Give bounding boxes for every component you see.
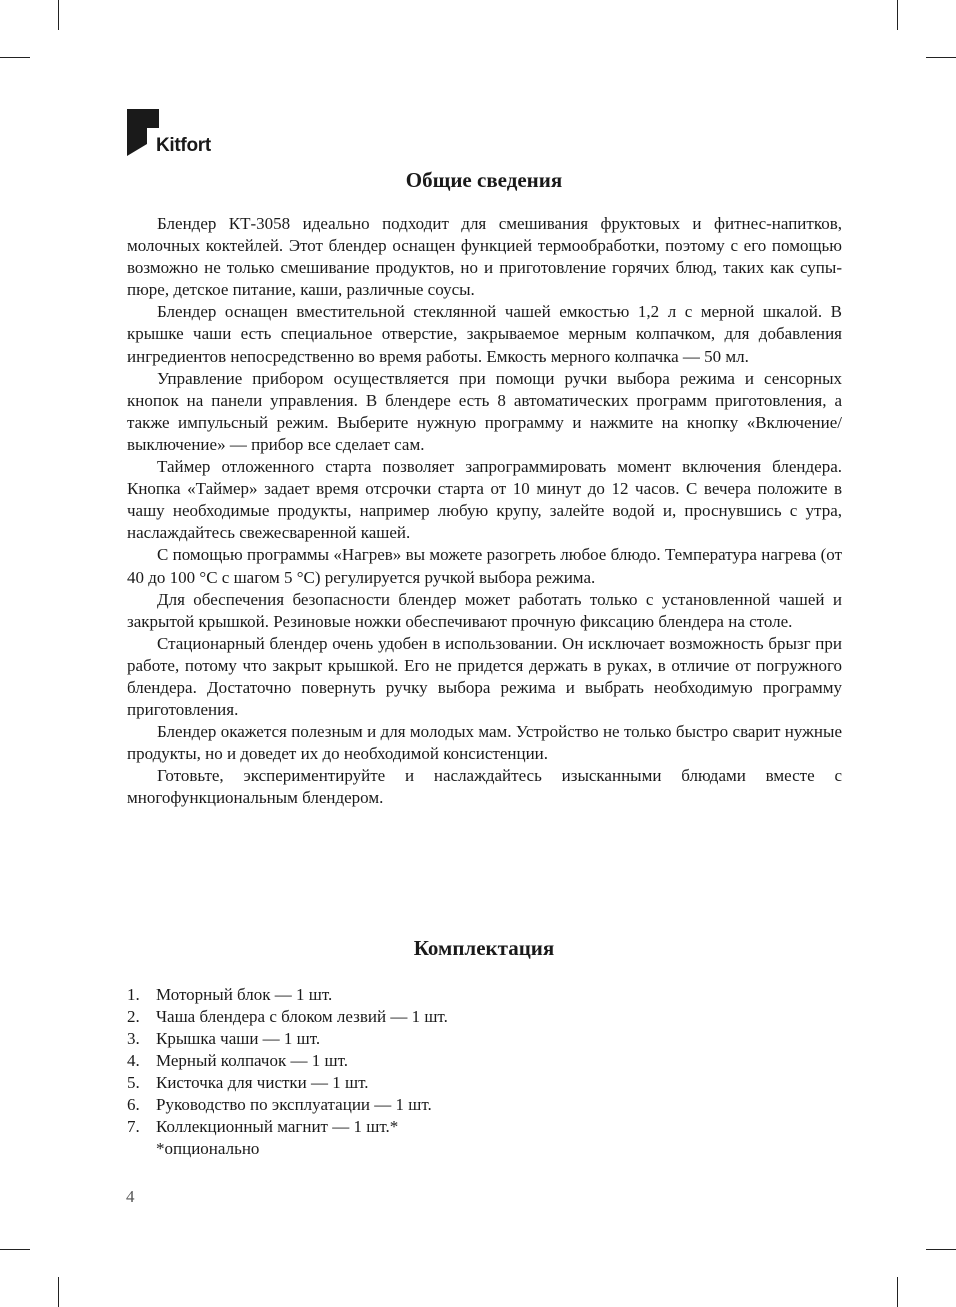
kit-list (127, 984, 727, 1138)
list-item-text: Мерный колпачок — 1 шт. (156, 1051, 348, 1070)
brand-logo (126, 108, 226, 160)
crop-mark (58, 1277, 59, 1307)
list-item-text: Коллекционный магнит — 1 шт.* (156, 1117, 399, 1136)
general-body (127, 213, 842, 810)
crop-mark (0, 57, 30, 58)
crop-mark (58, 0, 59, 30)
paragraph: Управление прибором осуществляется при помощи ручки выбора режима и сенсорных кнопок на панели управления. В блендере есть 8 автоматических программ приготовления, а также импульсный режим. Выберите нужную программу и нажмите на кнопку «Включение/выключение» — прибор все сделает сам. (127, 368, 842, 454)
list-item-text: Кисточка для чистки — 1 шт. (156, 1073, 369, 1092)
list-item-number: 4. (127, 1051, 140, 1070)
list-item-number: 3. (127, 1029, 140, 1048)
crop-mark (0, 1249, 30, 1250)
list-item (127, 984, 727, 1006)
paragraph: Блендер окажется полезным и для молодых мам. Устройство не только быстро сварит нужные продукты, но и доведет их до необходимой консистенции. (127, 722, 842, 764)
list-item (127, 1050, 727, 1072)
list-item-text: Руководство по эксплуатации — 1 шт. (156, 1095, 432, 1114)
list-item-number: 6. (127, 1095, 140, 1114)
paragraph: Для обеспечения безопасности блендер может работать только с установленной чашей и закрытой крышкой. Резиновые ножки обеспечивают прочную фиксацию блендера на столе. (127, 589, 842, 631)
footnote: *опционально (156, 1139, 260, 1158)
paragraph: Стационарный блендер очень удобен в использовании. Он исключает возможность брызг при работе, потому что закрыт крышкой. Его не придется держать в руках, в отличие от погружного блендера. Достаточно повернуть ручку выбора режима и выбрать необходимую программу приготовления. (127, 633, 842, 720)
list-item-number: 1. (127, 985, 140, 1004)
list-item-number: 5. (127, 1073, 140, 1092)
list-item (127, 1116, 727, 1138)
page-number: 4 (126, 1187, 135, 1206)
list-item (127, 1094, 727, 1116)
paragraph: Блендер КТ-3058 идеально подходит для смешивания фруктовых и фитнес-напитков, молочных коктейлей. Этот блендер оснащен функцией термообработки, поэтому с его помощью возможно не только смешивание продуктов, но и приготовление горячих блюд, таких как супы-пюре, детское питание, каши, различные соусы. (127, 214, 842, 300)
list-item-number: 2. (127, 1007, 140, 1026)
paragraph: Таймер отложенного старта позволяет запрограммировать момент включения блендера. Кнопка «Таймер» задает время отсрочки старта от 10 минут до 12 часов. С вечера положите в чашу необходимые продукты, например любую крупу, залейте водой и, проснувшись с утра, наслаждайтесь свежесваренной кашей. (127, 457, 842, 543)
paragraph: Блендер оснащен вместительной стеклянной чашей емкостью 1,2 л с мерной шкалой. В крышке чаши есть специальное отверстие, закрываемое мерным колпачком, для добавления ингредиентов непосредственно во время работы. Емкость мерного колпачка — 50 мл. (127, 302, 842, 366)
crop-mark (897, 1277, 898, 1307)
paragraph: Готовьте, экспериментируйте и наслаждайтесь изысканными блюдами вместе с многофункциональным блендером. (127, 766, 842, 808)
crop-mark (897, 0, 898, 30)
crop-mark (926, 57, 956, 58)
section-title-kit: Комплектация (413, 936, 555, 960)
list-item (127, 1028, 727, 1050)
list-item-text: Крышка чаши — 1 шт. (156, 1029, 321, 1048)
crop-mark (926, 1249, 956, 1250)
list-item-text: Моторный блок — 1 шт. (156, 985, 333, 1004)
brand-name: Kitfort (156, 135, 211, 156)
list-item (127, 1006, 727, 1028)
kitfort-logo-icon (126, 108, 160, 158)
paragraph: С помощью программы «Нагрев» вы можете разогреть любое блюдо. Температура нагрева (от 40 до 100 °С с шагом 5 °С) регулируется ручкой выбора режима. (127, 545, 842, 587)
list-item-number: 7. (127, 1117, 140, 1136)
list-item (127, 1072, 727, 1094)
section-title-general: Общие сведения (405, 168, 563, 192)
list-item-text: Чаша блендера с блоком лезвий — 1 шт. (156, 1007, 448, 1026)
